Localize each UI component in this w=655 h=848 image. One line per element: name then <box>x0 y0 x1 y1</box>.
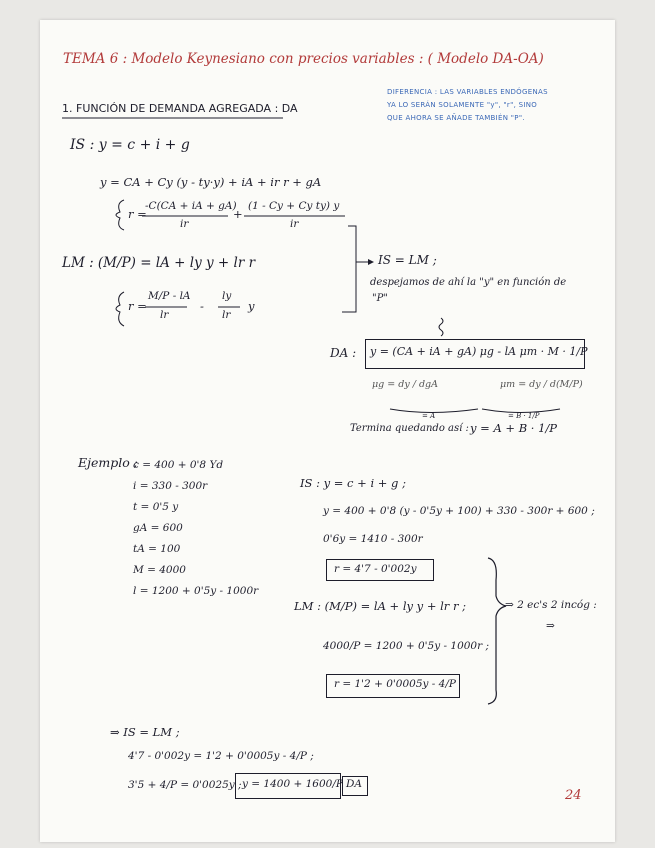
example-title: Ejemplo : <box>78 455 138 470</box>
ex-is-step-3: 0'6y = 1410 - 300r <box>323 533 423 545</box>
derivation-text-2: "P" <box>372 293 388 304</box>
da-label: DA : <box>330 346 357 360</box>
is-equals-lm: IS = LM ; <box>378 253 437 267</box>
lm-equation: LM : (M/P) = lA + ly y + lr r <box>62 255 256 271</box>
given-t: t = 0'5 y <box>133 501 179 513</box>
given-i: i = 330 - 300r <box>133 480 208 492</box>
ex-is-step-2: y = 400 + 0'8 (y - 0'5y + 100) + 330 - 300r + 600 ; <box>323 505 595 517</box>
page-number: 24 <box>565 788 582 803</box>
final-step-1: ⇒ IS = LM ; <box>110 725 180 739</box>
is-r-den1: ir <box>180 218 189 230</box>
note-line-1: DIFERENCIA : LAS VARIABLES ENDÓGENAS <box>387 88 548 96</box>
note-line-2: YA LO SERÁN SOLAMENTE "y", "r", SINO <box>387 101 538 109</box>
final-tag: DA <box>346 778 363 790</box>
lm-r-den1: lr <box>160 309 169 321</box>
given-c: c = 400 + 0'8 Yd <box>133 459 224 471</box>
lm-minus: - <box>200 299 204 313</box>
is-r-prefix: r = <box>128 207 147 221</box>
given-g: gA = 600 <box>133 522 183 534</box>
lm-y: y <box>248 299 255 313</box>
is-plus: + <box>233 207 243 221</box>
is-expanded: y = CA + Cy (y - ty·y) + iA + ir r + gA <box>100 175 322 189</box>
result-text: Termina quedando así : <box>350 423 469 434</box>
ex-lm-step-2: 4000/P = 1200 + 0'5y - 1000r ; <box>323 640 490 652</box>
given-l: l = 1200 + 0'5y - 1000r <box>133 585 259 597</box>
tag-b: = B · 1/P <box>508 412 540 420</box>
mu-m-definition: μm = dy / d(M/P) <box>500 379 583 390</box>
brace-note: ⇒ 2 ec's 2 incóg : <box>505 599 597 611</box>
page-title: TEMA 6 : Modelo Keynesiano con precios variables : ( Modelo DA-OA) <box>63 51 544 67</box>
lm-r-prefix: r = <box>128 299 147 313</box>
is-r-num1: -C(CA + iA + gA) <box>145 200 237 212</box>
lm-r-den2: lr <box>222 309 231 321</box>
ex-lm-result: r = 1'2 + 0'0005y - 4/P <box>334 678 456 690</box>
is-r-num2: (1 - Cy + Cy ty) y <box>248 200 340 212</box>
final-step-3: 3'5 + 4/P = 0'0025y ; <box>128 779 242 791</box>
brace-arrow: ⇒ <box>546 620 555 632</box>
final-result: y = 1400 + 1600/P <box>242 778 343 790</box>
final-step-2: 4'7 - 0'002y = 1'2 + 0'0005y - 4/P ; <box>128 750 314 762</box>
da-formula: y = (CA + iA + gA) μg - lA μm · M · 1/P <box>370 345 588 358</box>
is-equation: IS : y = c + i + g <box>70 137 190 153</box>
result-formula: y = A + B · 1/P <box>470 421 558 435</box>
given-t-a: tA = 100 <box>133 543 181 555</box>
given-m: M = 4000 <box>133 564 186 576</box>
note-line-3: QUE AHORA SE AÑADE TAMBIÉN "P". <box>387 114 525 122</box>
is-r-den2: ir <box>290 218 299 230</box>
ex-lm-step-1: LM : (M/P) = lA + ly y + lr r ; <box>294 599 466 613</box>
lm-r-num2: ly <box>222 290 232 302</box>
ex-is-step-1: IS : y = c + i + g ; <box>300 476 406 490</box>
lm-r-num1: M/P - lA <box>148 290 191 302</box>
tag-a: = A <box>422 412 436 420</box>
section-heading: 1. FUNCIÓN DE DEMANDA AGREGADA : DA <box>62 102 298 115</box>
ex-is-result: r = 4'7 - 0'002y <box>334 563 417 575</box>
derivation-text-1: despejamos de ahí la "y" en función de <box>370 277 567 288</box>
mu-g-definition: μg = dy / dgA <box>372 379 438 390</box>
